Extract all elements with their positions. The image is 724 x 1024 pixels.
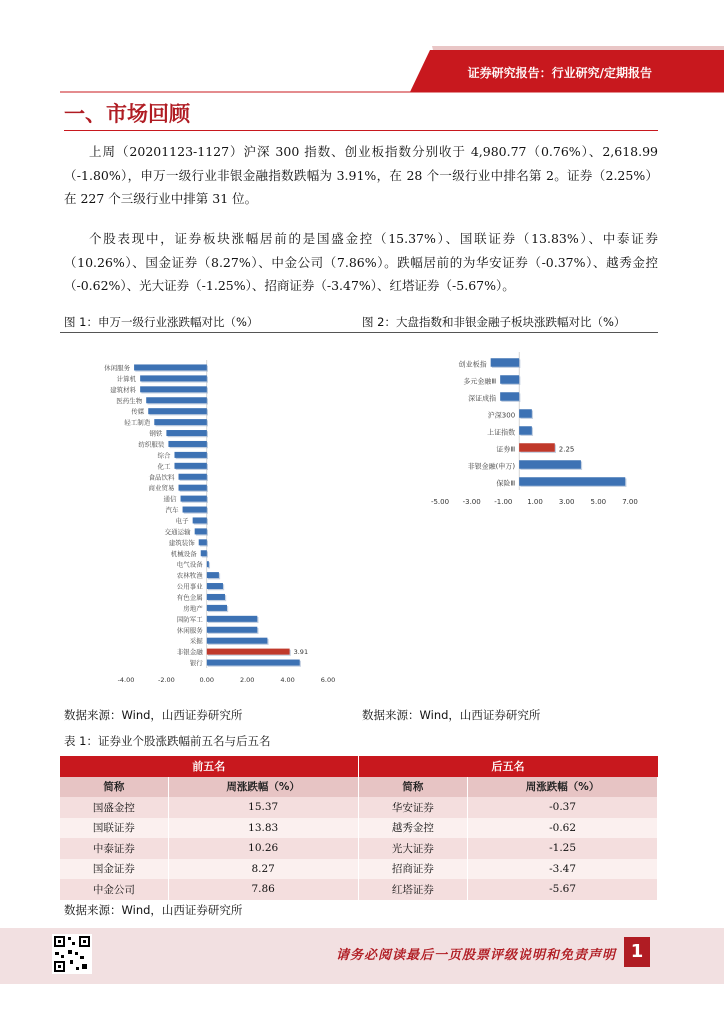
category-label: 深证成指	[468, 394, 497, 403]
table-row	[60, 797, 658, 818]
x-tick-label: 1.00	[527, 498, 543, 506]
bar-非银金融(申万)	[519, 460, 581, 469]
top-stock-change: 7.86	[168, 879, 358, 900]
x-tick-label: 6.00	[320, 676, 336, 684]
bar-有色金属	[207, 594, 225, 600]
category-label: 房地产	[183, 604, 203, 613]
category-label: 非银金融(申万)	[467, 462, 516, 471]
category-label: 休闲服务	[176, 626, 203, 635]
bar-通信	[181, 496, 207, 502]
x-tick-label: 4.00	[280, 676, 295, 684]
report-type-label: 证券研究报告：行业研究/定期报告	[467, 66, 652, 80]
x-tick-label: -5.00	[430, 498, 450, 506]
disclaimer-note: 请务必阅读最后一页股票评级说明和免责声明	[335, 948, 616, 963]
figure1-caption-line	[60, 332, 360, 333]
category-label: 传媒	[131, 407, 145, 416]
x-tick-label: -2.00	[157, 676, 175, 684]
bar-上证指数	[519, 426, 532, 435]
bar-保险Ⅲ	[519, 477, 625, 486]
bar-休闲服务	[207, 627, 257, 633]
bar-食品饮料	[179, 474, 207, 480]
table-row	[60, 879, 658, 900]
industry-change-chart	[60, 340, 360, 690]
qr-code-icon	[52, 934, 92, 974]
category-label: 机械设备	[170, 549, 197, 558]
bar-化工	[174, 463, 206, 469]
category-label: 采掘	[189, 637, 203, 646]
bar-多元金融Ⅲ	[500, 375, 519, 384]
x-tick-label: -4.00	[117, 676, 135, 684]
category-label: 电子	[175, 516, 189, 525]
category-label: 休闲服务	[104, 363, 131, 372]
top-stock-name: 国盛金控	[60, 797, 168, 818]
bar-深证成指	[500, 392, 519, 401]
table-row	[60, 838, 658, 859]
table-row	[60, 818, 658, 839]
top-stock-name: 国金证券	[60, 859, 168, 880]
bar-轻工制造	[154, 419, 207, 425]
category-label: 食品饮料	[148, 473, 175, 482]
bar-农林牧渔	[207, 572, 219, 578]
category-label: 建筑装饰	[168, 538, 195, 547]
category-label: 计算机	[116, 374, 137, 383]
top-stock-change: 10.26	[168, 838, 358, 859]
bar-银行	[207, 660, 300, 666]
bar-沪深300	[519, 409, 532, 418]
col-change-header: 周涨跌幅（%）	[168, 777, 358, 798]
bar-钢铁	[166, 430, 206, 436]
category-label: 保险Ⅲ	[496, 479, 516, 488]
bar-纺织服装	[168, 441, 206, 447]
bottom-stock-name: 华安证券	[358, 797, 468, 818]
bottom-stock-change: -0.37	[468, 797, 658, 818]
category-label: 医药生物	[116, 396, 143, 405]
category-label: 多元金融Ⅲ	[463, 377, 497, 386]
category-label: 化工	[157, 462, 171, 471]
category-label: 轻工制造	[124, 418, 151, 427]
bar-创业板指	[491, 358, 520, 367]
category-label: 通信	[163, 495, 177, 504]
bar-交通运输	[195, 528, 207, 534]
category-label: 证券Ⅲ	[496, 445, 516, 454]
bottom-stock-change: -5.67	[468, 879, 658, 900]
table-caption: 表 1：证券业个股涨跌幅前五名与后五名	[64, 734, 271, 748]
market-review-paragraph: 上周（20201123-1127）沪深 300 指数、创业板指数分别收于 4,980.77（0.76%）、2,618.99（-1.80%），申万一级行业非银金融指数跌幅为 3.91%，在 28 个一级行业中排名第 2。证券（2.25%）在 227 个三级行业中排第 31 位。	[64, 144, 658, 206]
index-subsector-chart	[358, 340, 658, 520]
bottom-stock-change: -1.25	[468, 838, 658, 859]
category-label: 交通运输	[164, 527, 191, 536]
category-label: 银行	[189, 659, 203, 668]
table-source: 数据来源：Wind，山西证券研究所	[64, 903, 243, 917]
category-label: 汽车	[165, 506, 179, 515]
stock-performance-paragraph: 个股表现中，证券板块涨幅居前的是国盛金控（15.37%）、国联证券（13.83%）、中泰证券（10.26%）、国金证券（8.27%）、中金公司（7.86%）。跌幅居前的为华安证券（-0.37%）、越秀金控（-0.62%）、光大证券（-1.25%）、招商证券（-3.47%）、红塔证券（-5.67%）。	[64, 231, 658, 293]
bottom-stock-name: 越秀金控	[358, 818, 468, 839]
x-tick-label: 7.00	[622, 498, 638, 506]
category-label: 非银金融	[176, 648, 203, 657]
table-column-header	[60, 777, 658, 798]
data-label: 2.25	[558, 445, 575, 454]
bar-综合	[174, 452, 206, 458]
bottom-five-header: 后五名	[358, 756, 657, 777]
col-change-header: 周涨跌幅（%）	[468, 777, 658, 798]
bottom-stock-change: -0.62	[468, 818, 658, 839]
bar-建筑装饰	[199, 539, 207, 545]
bar-汽车	[183, 507, 207, 513]
category-label: 建筑材料	[110, 385, 137, 394]
figure2-source: 数据来源：Wind，山西证券研究所	[362, 708, 541, 722]
category-label: 创业板指	[458, 360, 487, 369]
category-label: 农林牧渔	[176, 571, 203, 580]
top-five-header: 前五名	[60, 756, 358, 777]
category-label: 综合	[157, 451, 171, 460]
bar-休闲服务	[134, 364, 207, 370]
table-row	[60, 859, 658, 880]
bar-电气设备	[207, 561, 209, 567]
category-label: 有色金属	[176, 593, 203, 602]
category-label: 沪深300	[487, 411, 516, 420]
category-label: 公用事业	[176, 582, 203, 591]
top-stock-name: 中金公司	[60, 879, 168, 900]
securities-ranking-table	[60, 756, 658, 900]
top-stock-name: 国联证券	[60, 818, 168, 839]
col-name-header: 简称	[358, 777, 468, 798]
bar-医药生物	[146, 397, 207, 403]
bottom-stock-name: 光大证券	[358, 838, 468, 859]
figure1-source: 数据来源：Wind，山西证券研究所	[64, 708, 243, 722]
category-label: 上证指数	[487, 428, 516, 437]
category-label: 纺织服装	[138, 440, 165, 449]
bar-房地产	[207, 605, 227, 611]
top-stock-name: 中泰证券	[60, 838, 168, 859]
top-stock-change: 13.83	[168, 818, 358, 839]
section-title: 一、市场回顾	[64, 102, 190, 126]
x-tick-label: 3.00	[558, 498, 575, 506]
bottom-stock-name: 红塔证券	[358, 879, 468, 900]
page-number: 1	[624, 937, 650, 967]
figure2-caption: 图 2：大盘指数和非银金融子板块涨跌幅对比（%）	[362, 315, 626, 329]
bar-传媒	[148, 408, 207, 414]
bar-建筑材料	[140, 386, 207, 392]
x-tick-label: 2.00	[239, 676, 255, 684]
category-label: 国防军工	[176, 615, 203, 624]
bar-非银金融	[207, 649, 290, 655]
top-stock-change: 8.27	[168, 859, 358, 880]
bottom-stock-change: -3.47	[468, 859, 658, 880]
x-tick-label: -1.00	[494, 498, 513, 506]
figure1-caption: 图 1：申万一级行业涨跌幅对比（%）	[64, 315, 259, 329]
bar-公用事业	[207, 583, 223, 589]
top-stock-change: 15.37	[168, 797, 358, 818]
bar-证券Ⅲ	[519, 443, 555, 452]
figure2-caption-line	[358, 332, 658, 333]
bottom-stock-name: 招商证券	[358, 859, 468, 880]
bar-商业贸易	[179, 485, 207, 491]
x-tick-label: 0.00	[199, 676, 215, 684]
section-divider	[64, 130, 658, 131]
x-tick-label: 5.00	[590, 498, 607, 506]
table-group-header	[60, 756, 658, 777]
header-banner	[0, 0, 724, 100]
category-label: 商业贸易	[148, 484, 175, 493]
bar-计算机	[140, 375, 207, 381]
category-label: 钢铁	[149, 429, 163, 438]
bar-国防军工	[207, 616, 257, 622]
bar-电子	[193, 517, 207, 523]
category-label: 电气设备	[176, 560, 203, 569]
data-label: 3.91	[293, 648, 309, 657]
bar-机械设备	[201, 550, 207, 556]
x-tick-label: -3.00	[462, 498, 481, 506]
bar-采掘	[207, 638, 268, 644]
col-name-header: 简称	[60, 777, 168, 798]
